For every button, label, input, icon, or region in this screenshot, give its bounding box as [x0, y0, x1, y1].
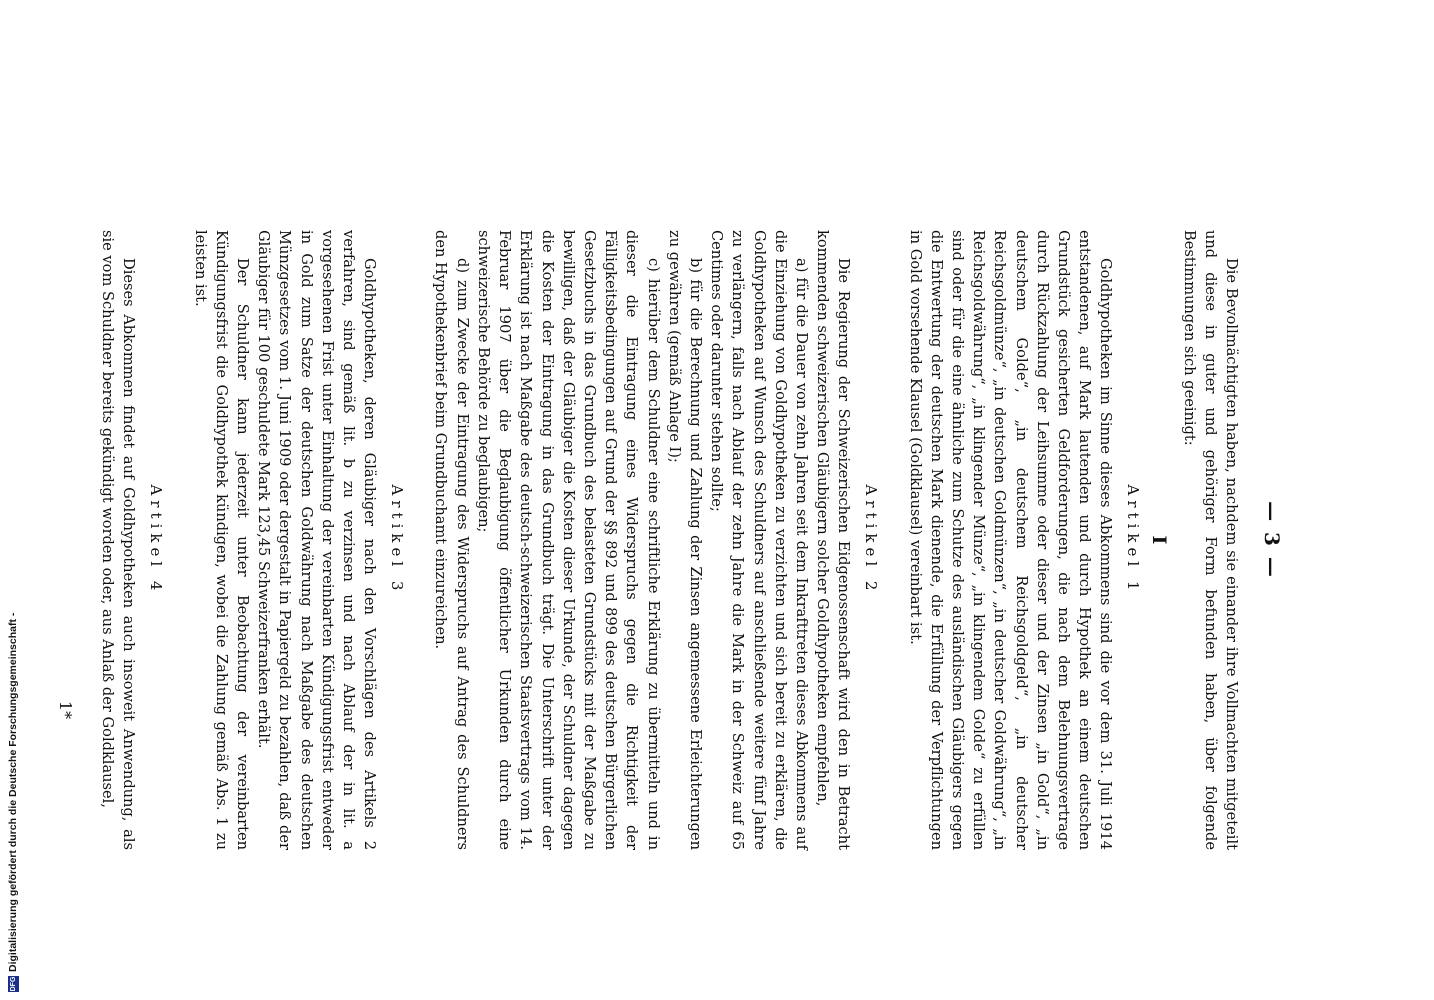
- article-2-intro: Die Regierung der Schweizerischen Eidgenossenschaft wird den in Betracht kommenden schweizerischen Gläubigern solcher Goldhypotheken empfehlen,: [814, 230, 853, 850]
- page-number: — 3 —: [1260, 501, 1284, 579]
- preamble-paragraph: Die Bevollmächtigten haben, nachdem sie einander ihre Vollmachten mitgeteilt und diese in guter und gehöriger Form befunden haben, über folgende Bestimmungen sich geeinigt:: [1180, 230, 1240, 850]
- article-1-text: Goldhypotheken im Sinne dieses Abkommens sind die vor dem 31. Juli 1914 entstandenen, auf Mark lautenden und durch Hypothek an einem deutschen Grundstück gesicherten Geldforderungen, die nach dem Belehnungsvertrage durch Rückzahlung der Leihsumme oder dieser und der Zinsen „in Gold“, „in deutschem Golde“, „in deutschem Reichsgoldgeld“, „in deutscher Reichsgoldmünze“, „in deutschen Goldmünzen“, „in deutscher Goldwährung“, „in Reichsgoldwährung“, „in klingender Münze“, „in klingendem Golde“ zu erfüllen sind oder für die eine ähnliche zum Schutze des ausländischen Gläubigers gegen die Entwertung der deutschen Mark dienende, die Erfüllung der Verpflichtungen in Gold vorsehende Klausel (Goldklausel) vereinbart ist.: [906, 230, 1115, 850]
- section-heading: I: [1148, 535, 1171, 545]
- article-3-paragraph-1: Goldhypotheken, deren Gläubiger nach den Vorschlägen des Artikels 2 verfahren, sind gemäß lit. b zu verzinsen und nach Ablauf der in lit. a vorgesehenen Frist unter Einhaltung der vereinbarten Kündigungsfrist entweder in Gold zum Satze der deutschen Goldwährung nach Maßgabe des deutschen Münzgesetzes vom 1. Juni 1909 oder dergestalt in Papiergeld zu bezahlen, daß der Gläubiger für 100 geschuldete Mark 123,45 Schweizerfranken erhält.: [255, 230, 379, 850]
- article-4-heading: Artikel 4: [147, 484, 166, 596]
- page-body: [56, 230, 1284, 850]
- article-2-clause-c: c) hierüber dem Schuldner eine schriftliche Erklärung zu übermitteln und in dieser die Eintragung eines Widerspruchs gegen die Richtigkeit der Fälligkeitsbedingungen auf Grund der §§ 892 und 899 des deutschen Bürgerlichen Gesetzbuchs in das Grundbuch des belasteten Grundstücks mit der Maßgabe zu bewilligen, daß der Gläubiger die Kosten dieser Urkunde, der Schuldner dagegen die Kosten der Eintragung in das Grundbuch trägt. Die Unterschrift unter der Erklärung ist nach Maßgabe des deutsch-schweizerischen Staatsvertrags vom 14. Februar 1907 über die Beglaubigung öffentlicher Urkunden durch eine schweizerische Behörde zu beglaubigen;: [474, 230, 662, 850]
- digitization-stamp: [6, 600, 20, 992]
- dfg-logo-icon: DFG: [9, 976, 17, 992]
- article-2-heading: Artikel 2: [862, 484, 881, 596]
- article-1-heading: Artikel 1: [1124, 484, 1143, 596]
- article-3-paragraph-2: Der Schuldner kann jederzeit unter Beobachtung der vereinbarten Kündigungsfrist die Goldhypothek kündigen, wobei die Zahlung gemäß Abs. 1 zu leisten ist.: [191, 230, 252, 850]
- printer-signature-mark: 1*: [56, 700, 76, 720]
- article-3-heading: Artikel 3: [388, 484, 407, 596]
- article-4-paragraph-1: Dieses Abkommen findet auf Goldhypotheken auch insoweit Anwendung, als sie vom Schuldner bereits gekündigt worden oder, aus Anlaß der Goldklausel,: [99, 230, 138, 850]
- article-2-clause-a: a) für die Dauer von zehn Jahren seit dem Inkrafttreten dieses Abkommens auf die Einziehung von Goldhypotheken zu verzichten und sich bereit zu erklären, die Goldhypotheken auf Wunsch des Schuldners auf anschließende weitere fünf Jahre zu verlängern, falls nach Ablauf der zehn Jahre die Mark in der Schweiz auf 65 Centimes oder darunter stehen sollte;: [708, 230, 810, 850]
- digitization-stamp-text: Digitalisierung gefördert durch die Deutsche Forschungsgemeinschaft -: [7, 612, 19, 972]
- article-2-clause-d: d) zum Zwecke der Eintragung des Widerspruchs auf Antrag des Schuldners den Hypothekenbrief beim Grundbuchamt einzureichen.: [432, 230, 471, 850]
- article-2-clause-b: b) für die Berechnung und Zahlung der Zinsen angemessene Erleichterungen zu gewähren (gemäß Anlage I);: [665, 230, 704, 850]
